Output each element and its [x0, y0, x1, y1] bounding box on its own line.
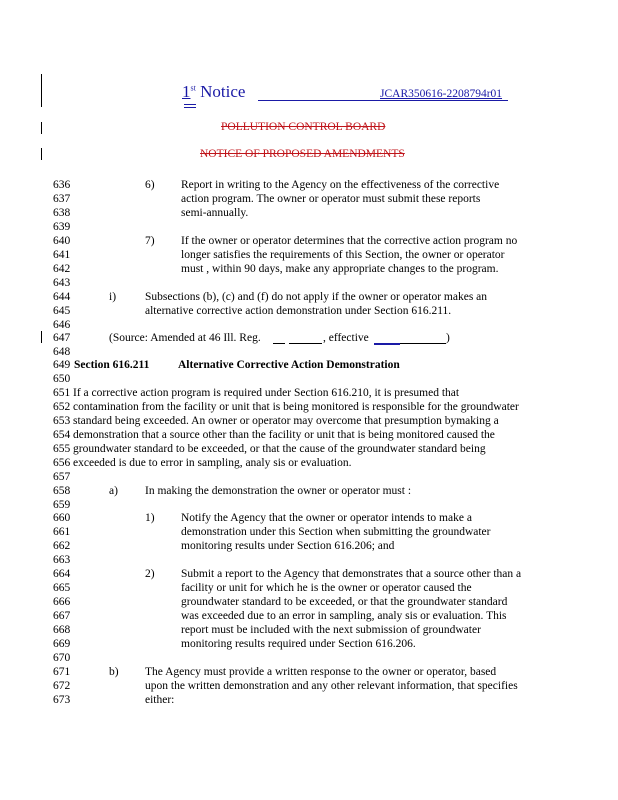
line-number: 654: [53, 429, 71, 441]
item-7-line: longer satisfies the requirements of this Section, the owner or operator: [181, 249, 505, 261]
item-a2-label: 2): [145, 568, 155, 580]
line-number: 646: [53, 319, 71, 331]
item-i-line: Subsections (b), (c) and (f) do not apply if the owner or operator makes an: [145, 291, 488, 303]
item-b-line: The Agency must provide a written response to the owner or operator, based: [145, 666, 497, 678]
item-6-line: action program. The owner or operator must submit these reports: [181, 193, 481, 205]
blank-line: [273, 343, 285, 344]
line-number: 638: [53, 207, 71, 219]
item-a1-line: demonstration under this Section when submitting the groundwater: [181, 526, 491, 538]
item-a2-line: groundwater standard to be exceeded, or that the groundwater standard: [181, 596, 508, 608]
notice-superscript: st: [190, 83, 196, 93]
item-a1-label: 1): [145, 512, 155, 524]
item-i-line: alternative corrective action demonstration under Section 616.211.: [145, 305, 452, 317]
intro-line: groundwater standard to be exceeded, or that the cause of the groundwater standard being: [73, 443, 486, 455]
agency-name: POLLUTION CONTROL BOARD: [221, 121, 386, 133]
line-number: 668: [53, 624, 71, 636]
line-number: 651: [53, 387, 71, 399]
intro-line: If a corrective action program is required under Section 616.210, it is presumed that: [73, 387, 460, 399]
line-number: 657: [53, 471, 71, 483]
section-title: Alternative Corrective Action Demonstration: [178, 359, 400, 371]
double-underline: [184, 104, 196, 105]
item-6-line: semi-annually.: [181, 207, 249, 219]
line-number: 649: [53, 359, 71, 371]
line-number: 655: [53, 443, 71, 455]
item-7-label: 7): [145, 235, 155, 247]
line-number: 645: [53, 305, 71, 317]
line-number: 666: [53, 596, 71, 608]
item-6-label: 6): [145, 179, 155, 191]
item-b-label: b): [109, 666, 119, 678]
blank-line: [400, 343, 446, 344]
item-7-line: If the owner or operator determines that the corrective action program no: [181, 235, 518, 247]
line-number: 639: [53, 221, 71, 233]
header-rule: [258, 100, 508, 101]
line-number: 662: [53, 540, 71, 552]
blank-line: [289, 343, 322, 344]
notice-heading: [182, 82, 245, 102]
source-prefix: (Source: Amended at 46 Ill. Reg.: [109, 332, 261, 344]
item-a-text: In making the demonstration the owner or operator must :: [145, 485, 412, 497]
notice-title: NOTICE OF PROPOSED AMENDMENTS: [200, 148, 405, 160]
line-number: 650: [53, 373, 71, 385]
line-number: 670: [53, 652, 71, 664]
line-number: 644: [53, 291, 71, 303]
line-number: 661: [53, 526, 71, 538]
item-i-label: i): [109, 291, 117, 303]
line-number: 640: [53, 235, 71, 247]
line-number: 663: [53, 554, 71, 566]
change-bar: [41, 122, 42, 134]
line-number: 659: [53, 499, 71, 511]
intro-line: standard being exceeded. An owner or operator may overcome that presumption bymaking a: [73, 415, 499, 427]
line-number: 667: [53, 610, 71, 622]
line-number: 664: [53, 568, 71, 580]
line-number: 637: [53, 193, 71, 205]
item-b-line: either:: [145, 694, 175, 706]
item-a1-line: monitoring results under Section 616.206; and: [181, 540, 395, 552]
intro-line: exceeded is due to error in sampling, analy sis or evaluation.: [73, 457, 352, 469]
line-number: 642: [53, 263, 71, 275]
item-7-line: must , within 90 days, make any appropriate changes to the program.: [181, 263, 499, 275]
blank-line: [374, 343, 400, 345]
item-a-label: a): [109, 485, 118, 497]
double-underline: [184, 107, 196, 108]
item-a2-line: was exceeded due to an error in sampling, analy sis or evaluation. This: [181, 610, 507, 622]
section-number: Section 616.211: [74, 359, 150, 371]
line-number: 669: [53, 638, 71, 650]
source-suffix: ): [446, 332, 450, 344]
line-number: 671: [53, 666, 71, 678]
line-number: 643: [53, 277, 71, 289]
item-a2-line: Submit a report to the Agency that demonstrates that a source other than a: [181, 568, 522, 580]
item-a2-line: monitoring results required under Section 616.206.: [181, 638, 416, 650]
line-number: 648: [53, 346, 71, 358]
line-number: 652: [53, 401, 71, 413]
line-number: 636: [53, 179, 71, 191]
line-number: 672: [53, 680, 71, 692]
item-a2-line: facility or unit for which he is the owner or operator caused the: [181, 582, 472, 594]
notice-word: Notice: [200, 82, 246, 101]
change-bar: [41, 74, 42, 107]
change-bar: [41, 331, 42, 343]
line-number: 665: [53, 582, 71, 594]
line-number: 658: [53, 485, 71, 497]
change-bar: [41, 148, 42, 160]
notice-number: 1: [182, 82, 191, 101]
line-number: 660: [53, 512, 71, 524]
intro-line: contamination from the facility or unit that is being monitored is responsible for the groundwater: [73, 401, 519, 413]
source-effective: , effective: [323, 332, 369, 344]
line-number: 641: [53, 249, 71, 261]
line-number: 673: [53, 694, 71, 706]
line-number: 647: [53, 332, 71, 344]
line-number: 656: [53, 457, 71, 469]
item-a1-line: Notify the Agency that the owner or operator intends to make a: [181, 512, 472, 524]
line-number: 653: [53, 415, 71, 427]
item-a2-line: report must be included with the next submission of groundwater: [181, 624, 481, 636]
item-6-line: Report in writing to the Agency on the effectiveness of the corrective: [181, 179, 500, 191]
intro-line: demonstration that a source other than the facility or unit that is being monitored caused the: [73, 429, 495, 441]
item-b-line: upon the written demonstration and any other relevant information, that specifies: [145, 680, 518, 692]
jcar-code: JCAR350616-2208794r01: [380, 88, 503, 100]
